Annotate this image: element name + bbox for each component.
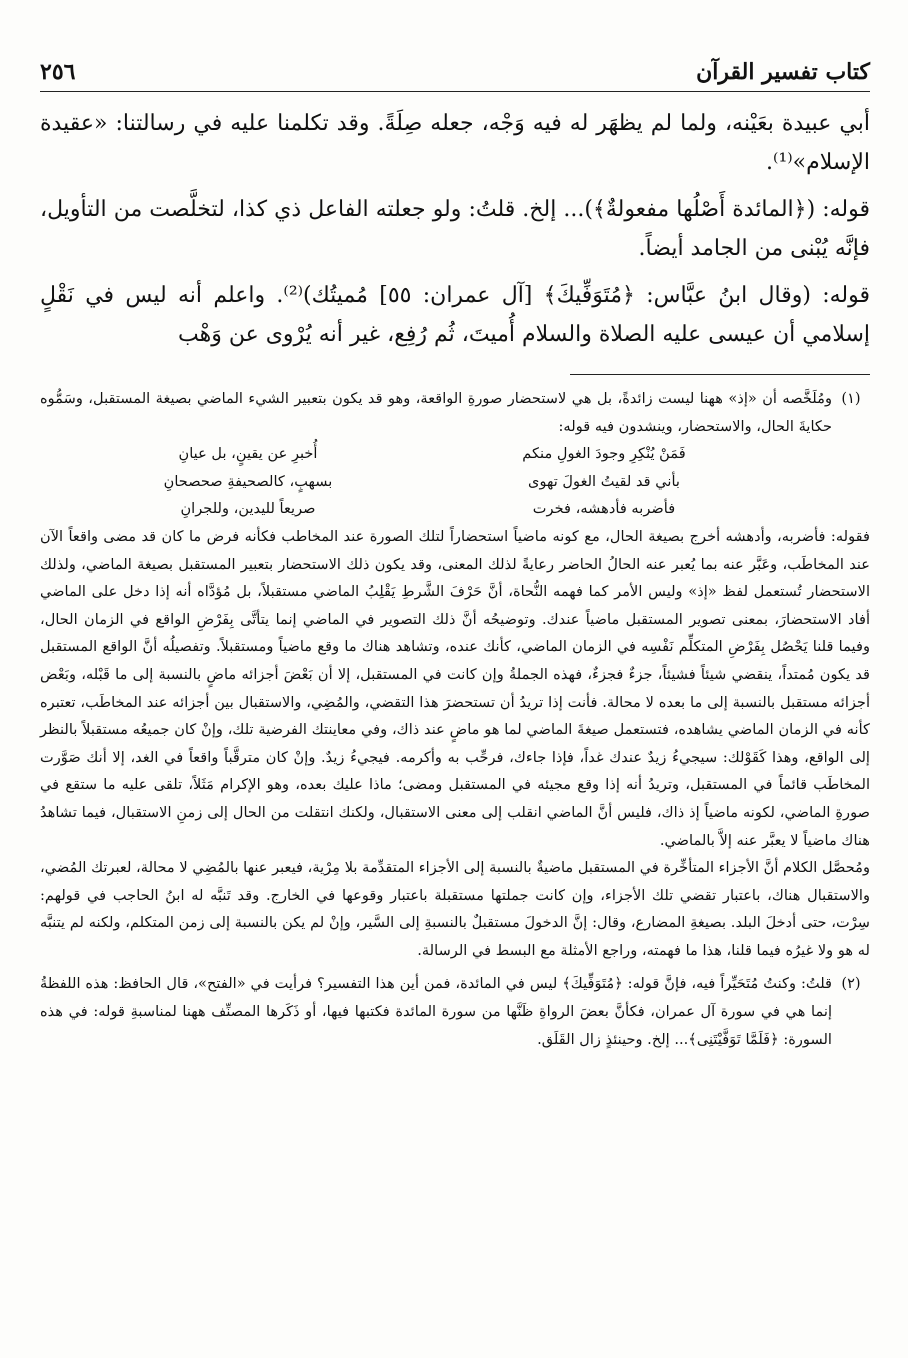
footnote-divider (570, 374, 870, 375)
page-number: ٢٥٦ (40, 59, 76, 85)
footnote-body: قلتُ: وكنتُ مُتَحَيِّراً فيه، فإنَّ قوله: ﴿مُتَوَفِّيكَ﴾ ليس في المائدة، فمن أين هذا التفسير؟ فرأيت في «الفتح»، قال الحافظ: هذه اللفظةُ إنما هي في سورة آل عمران، فكأنَّ بعضَ الرواةِ ظَنَّها من سورة المائدة فكتبها فيها، أو ذَكَرها المصنِّف ههنا لمناسبةِ قوله: في هذه السورة: ﴿فَلَمَّا تَوَفَّيْتَنِى﴾... إلخ. وحينئذٍ زال القَلَق. (40, 975, 832, 1048)
footnote-label: (١) (841, 390, 861, 407)
page-header (40, 40, 870, 92)
poem-hemistich: فأضربه فأدهشه، فخرت (532, 500, 676, 518)
poem-hemistich: أُخبرِ عن يقينٍ، بل عيانِ (178, 445, 318, 463)
footnote-body: ومُحصَّل الكلام أنَّ الأجزاء المتأخِّرة في المستقبل ماضيةٌ بالنسبة إلى الأجزاء المتقدِّمة بلا مِرْية، فيعبر عنها بالمُضِي لا محالة، لعبرتك المُضي، والاستقبال هناك، باعتبار تقضي تلك الأجزاء، وإن كانت جملتها مستقبلة باعتبار وقوعها في الخارج. وقد تَنبَّه له ابنُ الحاجب في قولهم: سِرْت، حتى أدخلَ البلد. بصيغةِ المضارع، وقال: إنَّ الدخولَ مستقبلٌ بالنسبةِ إلى السَّير، وإنْ لم يكن بالنسبة إلى زمن المتكلم، ولكنه لم يتنبَّه له هو ولا غيرُه فيما قلنا، هذا ما فهمته، وراجع الأمثلة مع البسط في الرسالة. (40, 859, 870, 959)
book-page (40, 40, 870, 1330)
poem-hemistich: فَمَنْ يُنْكِرِ وجودَ الغولِ منكم (522, 445, 686, 463)
footnote-body: فقوله: فأضربه، وأدهشه أخرج بصيغة الحال، مع كونه ماضياً استحضاراً لتلك الصورة عند المخاطب فكأنه فرض ما كان قد مضى واقعاً الآن عند المخاطَب، وعَبَّر عنه بما يُعبر عنه الحالُ الحاضر رعايةً لذلك المعنى، وقد يكون ذلك الاستحضار بتعبير المستقبل بصيغة الماضي، ولذلك الاستحضار تُستعمل لفظ «إذ» وليس الأمر كما فهمه النُّحاة، أنَّ حَرْفَ الشَّرطِ يَقْلِبُ الماضي مستقبلاً، بل مُؤدَّاه أنه إذا دخل على الماضي أفاد الاستحضارَ، بمعنى تصوير المستقبل ماضياً عندك. وتوضيحُه أنَّ ذلك التصوير في الماضي إنما يتأتَّى بِفَرْضِ الواقع في الزمان الحال، وفيما قلنا يَحْصُل بِفَرْضِ المتكلِّم نَفْسِه في الزمان الماضي، كأنك عنده، وتشاهد هناك ما وقع ماضياً ومستقبلاً. وتفصيلُه أنَّ الواقع المستقبل قد يكون مُمتداً، ينقضي شيئاً فشيئاً، جزءٌ فجزءٌ، فهذه الجملةُ وإن كانت في المستقبل، إلا أن بَعْضَ أجزائه ماضٍ بالنسبة إلى ما قَبْله، وبَعْض أجزائه مستقبل بالنسبة إلى ما بعده لا محالة. فأنت إذا تريدُ أن تستحضرَ هذا التقضي، والمُضِي، والاستقبال بين أجزائه عند المخاطَب، تعتبره كأنه في الزمان الماضي يشاهده، فتستعمل صيغةَ الماضي لما هو ماضٍ عند ذاك، وفي معاينتك الفرضية تلك، وإنْ كان جميعُه مستقبلاً بالنظر إلى الواقع، وهذا كَقَوْلك: سيجيءُ زيدٌ عندك غداً، فإذا جاءك، فرحِّب به وأكرمه. فيجيءُ زيدٌ. وإنْ كان مترقَّباً واقعاً في الغد، إلا أنك صَوَّرت المخاطَب قائماً في المستقبل، وتريدُ أنه إذا وقع مجيئه في المستقبل ومضى؛ ماذا عليك بعده، وهو الإكرام مَثَلاً، تلقى عليه ما ستقع في صورةِ الماضي، لكونه ماضياً إذ ذاك، فليس أنَّ الماضي انقلب إلى معنى الاستقبال، ولكنك انتقلت من الحال إلى زمنِ الاستقبال، فيما تشاهدُ هناك ماضياً لا يعبَّر عنه إلاَّ بالماضي. (40, 527, 870, 849)
footnote-intro: ومُلَخَّصه أن «إذ» ههنا ليست زائدةً، بل هي لاستحضار صورةِ الواقعة، وهو قد يكون بتعبير الشيء الماضي بصيغة المستقبل، وسَمُّوه حكايةَ الحال، والاستحضار، وينشدون فيه قوله: (40, 390, 832, 435)
footnote-label: (٢) (841, 975, 861, 993)
poem-hemistich: بسهبٍ، كالصحيفةِ صحصحانِ (163, 472, 333, 490)
paragraph: قوله: (﴿المائدة أَصْلُها مفعولةٌ﴾)... إلخ. قلتُ: ولو جعلته الفاعل ذي كذا، لتخلَّصت من التأويل، فإنَّه يُبْنى من الجامد أيضاً. (40, 197, 870, 261)
poem-hemistich: بأني قد لقيتُ الغولَ تهوى (528, 472, 680, 490)
footnotes (40, 385, 870, 1053)
main-text (40, 104, 870, 354)
paragraph: قوله: (وقال ابنُ عبَّاس: ﴿مُتَوَفِّيكَ﴾ [آل عمران: ٥٥] مُميتُك)⁽²⁾. واعلم أنه ليس في نَقْلٍ إسلامي أن عيسى عليه الصلاة والسلام أُميتَ، ثُم رُفِع، غير أنه يُرْوى عن وَهْب (40, 283, 871, 347)
footnote-2 (40, 970, 870, 1053)
poem (40, 440, 832, 523)
poem-hemistich: صريعاً لليدين، وللجرانِ (180, 500, 316, 518)
book-title: كتاب تفسير القرآن (696, 59, 870, 85)
footnote-1 (40, 385, 870, 523)
paragraph: أبي عبيدة بعَيْنه، ولما لم يظهَر له فيه وَجْه، جعله صِلَةً. وقد تكلمنا عليه في رسالتنا: «عقيدة الإسلام»⁽¹⁾. (40, 111, 870, 175)
